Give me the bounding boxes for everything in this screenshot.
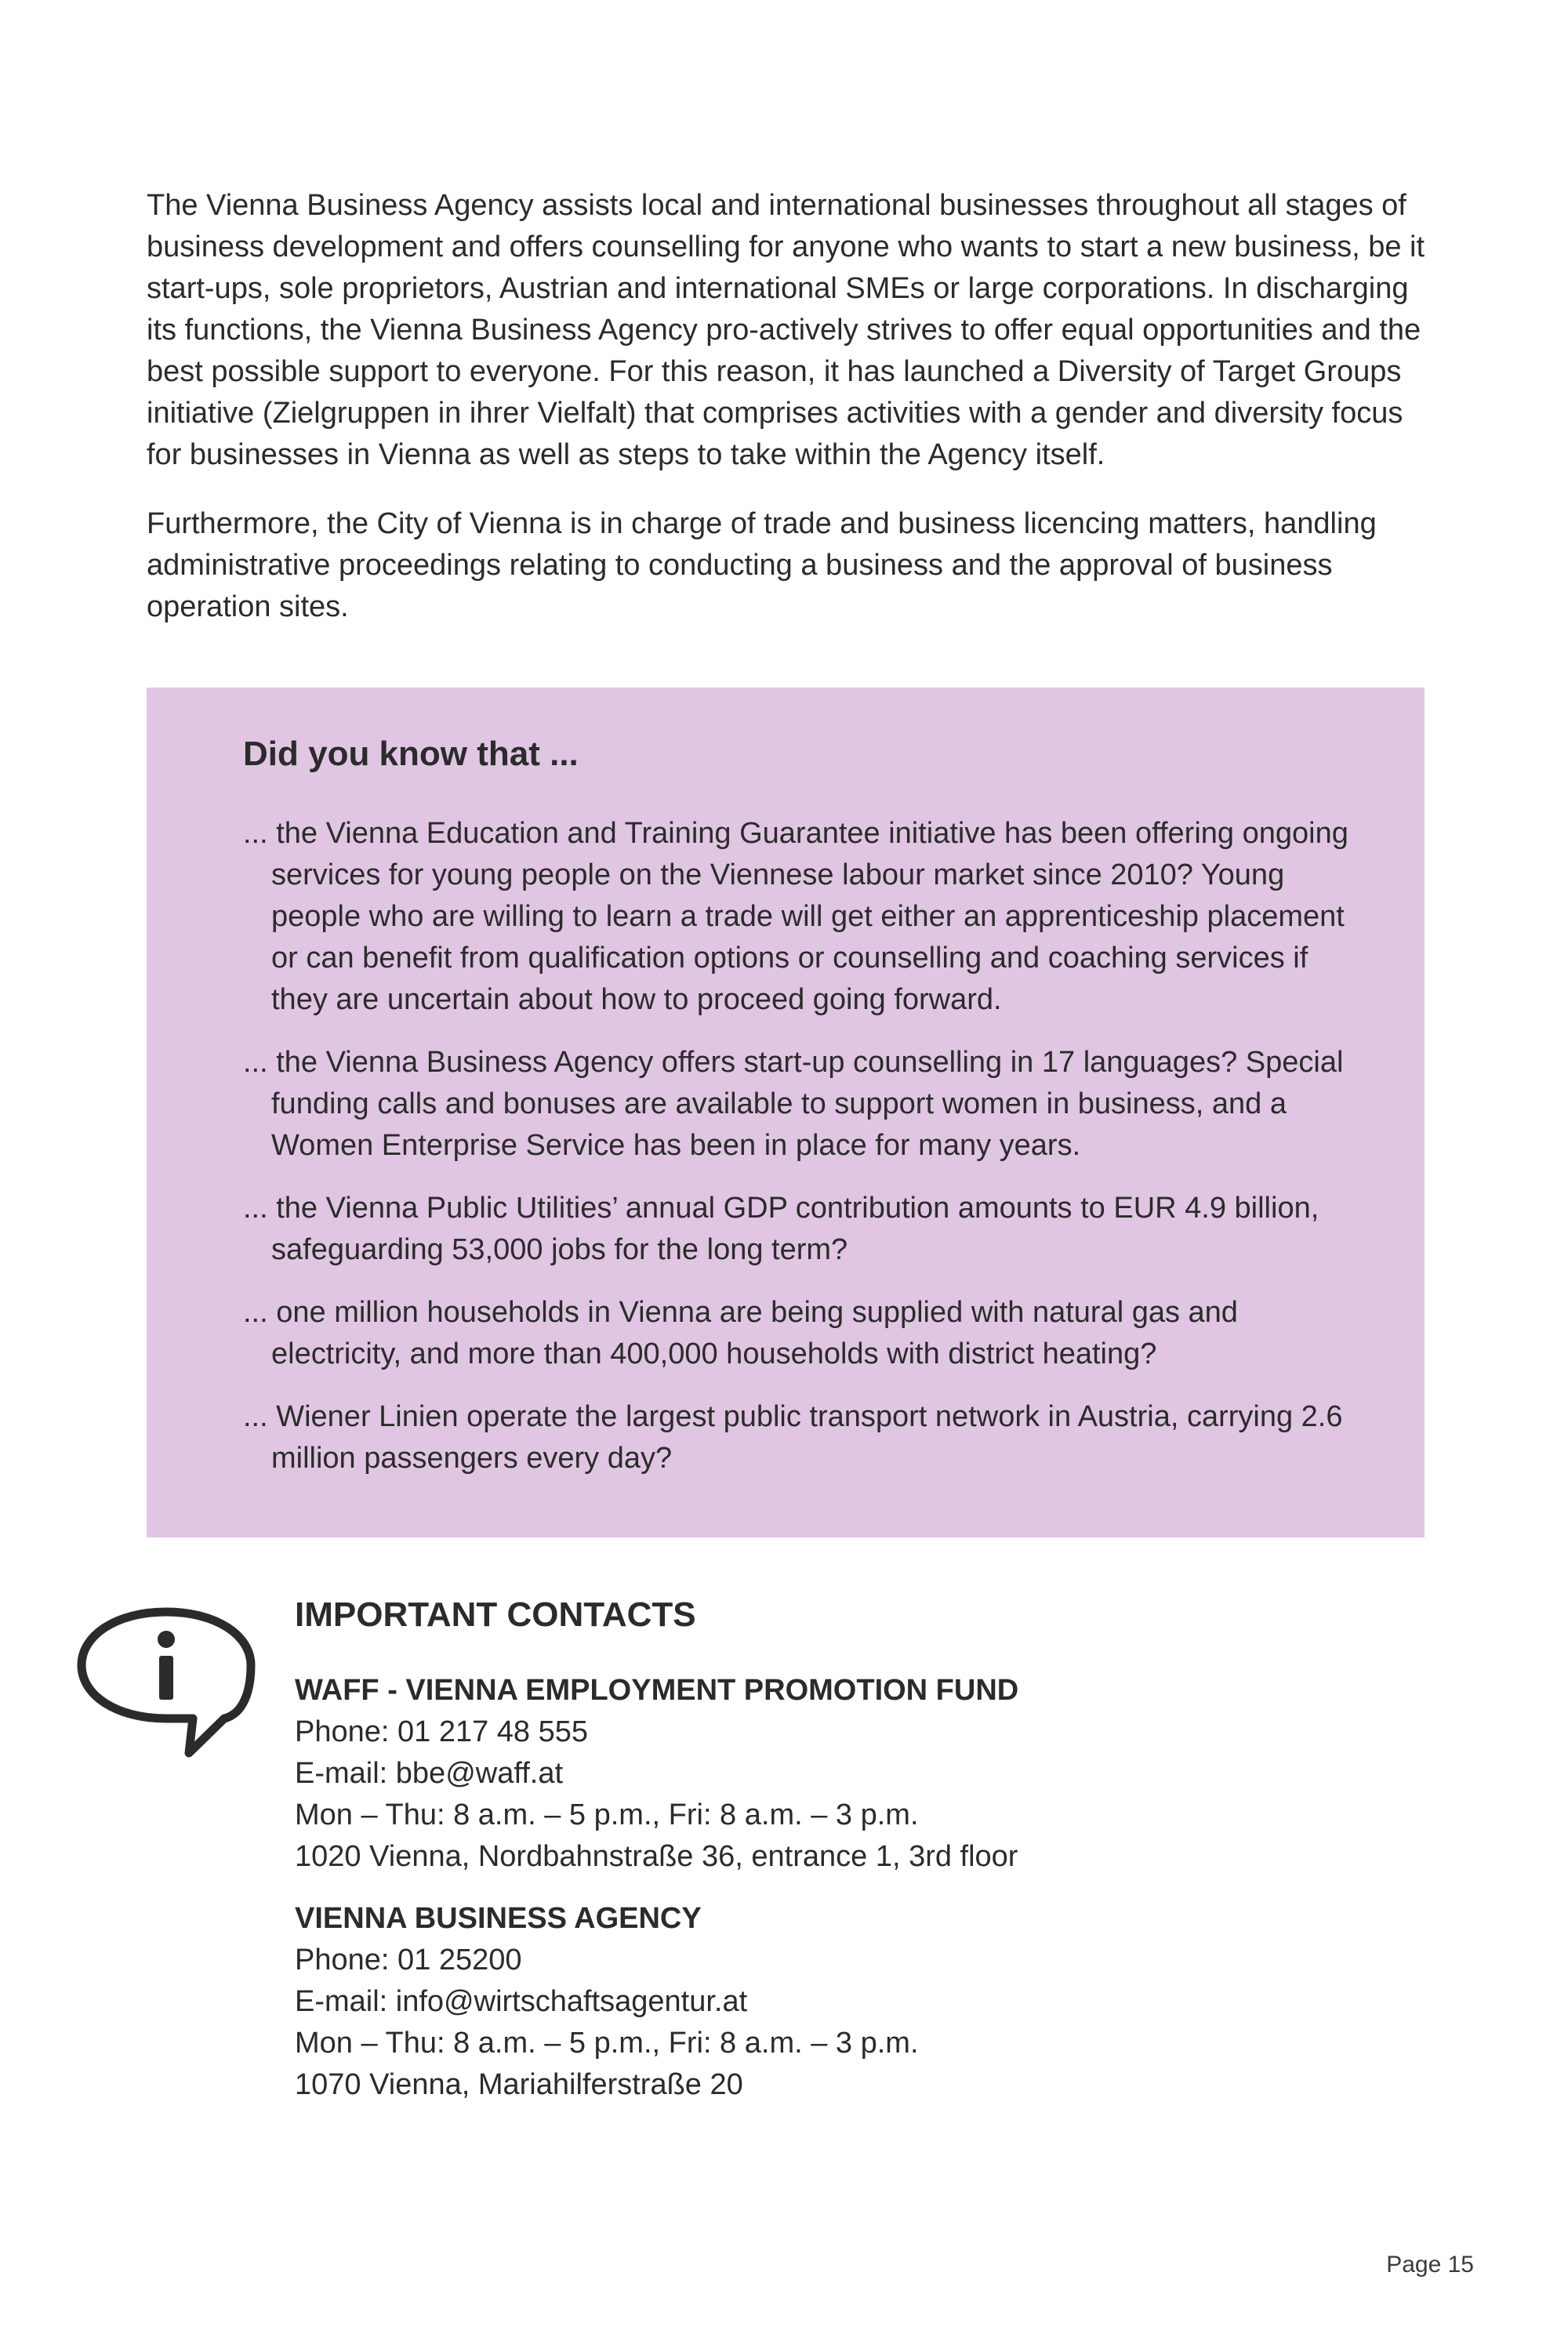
intro-paragraph-2: Furthermore, the City of Vienna is in charge of trade and business licencing matters, handling administrative proceedings relating to conducting a business and the approval of business operation sites. bbox=[147, 507, 1377, 623]
contact-name: WAFF - VIENNA EMPLOYMENT PROMOTION FUND bbox=[295, 1674, 1019, 1707]
contact-waff bbox=[295, 1670, 1314, 1878]
info-speech-bubble-icon bbox=[75, 1604, 257, 1761]
contact-address: 1070 Vienna, Mariahilferstraße 20 bbox=[295, 2068, 743, 2101]
intro-paragraph-1: The Vienna Business Agency assists local and international businesses throughout all stages of business development and offers counselling for anyone who wants to start a new business, be it start-ups, sole proprietors, Austrian and international SMEs or large corporations. In discharging its functions, the Vienna Business Agency pro-actively strives to offer equal opportunities and the best possible support to everyone. For this reason, it has launched a Diversity of Target Groups initiative (Zielgruppen in ihrer Vielfalt) that comprises activities with a gender and diversity focus for businesses in Vienna as well as steps to take within the Agency itself. bbox=[147, 189, 1425, 471]
contact-hours: Mon – Thu: 8 a.m. – 5 p.m., Fri: 8 a.m. – 3 p.m. bbox=[295, 2027, 919, 2060]
contact-email: E-mail: bbe@waff.at bbox=[295, 1757, 564, 1790]
important-contacts bbox=[295, 1592, 1314, 2126]
list-item: ... the Vienna Public Utilities’ annual GDP contribution amounts to EUR 4.9 billion, safeguarding 53,000 jobs for the long term? bbox=[243, 1192, 1319, 1266]
intro-text bbox=[147, 185, 1432, 655]
contact-phone: Phone: 01 25200 bbox=[295, 1944, 522, 1976]
contact-vienna-business-agency bbox=[295, 1898, 1314, 2106]
contacts-heading: IMPORTANT CONTACTS bbox=[295, 1595, 696, 1634]
contact-email: E-mail: info@wirtschaftsagentur.at bbox=[295, 1985, 748, 2018]
contact-phone: Phone: 01 217 48 555 bbox=[295, 1715, 589, 1748]
did-you-know-title: Did you know that ... bbox=[243, 735, 579, 773]
list-item: ... Wiener Linien operate the largest public transport network in Austria, carrying 2.6 million passengers every day? bbox=[243, 1400, 1343, 1475]
did-you-know-box bbox=[147, 688, 1425, 1537]
list-item: ... the Vienna Business Agency offers start-up counselling in 17 languages? Special funding calls and bonuses are available to support women in business, and a Women Enterprise Service has been in place for many years. bbox=[243, 1046, 1344, 1162]
page-number: Page 15 bbox=[1386, 2252, 1474, 2278]
did-you-know-list bbox=[243, 813, 1364, 1501]
list-item: ... one million households in Vienna are being supplied with natural gas and electricity, and more than 400,000 households with district heating? bbox=[243, 1296, 1238, 1370]
list-item: ... the Vienna Education and Training Guarantee initiative has been offering ongoing services for young people on the Viennese labour market since 2010? Young people who are willing to learn a trade will get either an apprenticeship placement or can benefit from qualification options or counselling and coaching services if they are uncertain about how to proceed going forward. bbox=[243, 817, 1348, 1016]
contact-hours: Mon – Thu: 8 a.m. – 5 p.m., Fri: 8 a.m. – 3 p.m. bbox=[295, 1798, 919, 1831]
contact-name: VIENNA BUSINESS AGENCY bbox=[295, 1902, 702, 1935]
contact-address: 1020 Vienna, Nordbahnstraße 36, entrance 1, 3rd floor bbox=[295, 1840, 1018, 1873]
